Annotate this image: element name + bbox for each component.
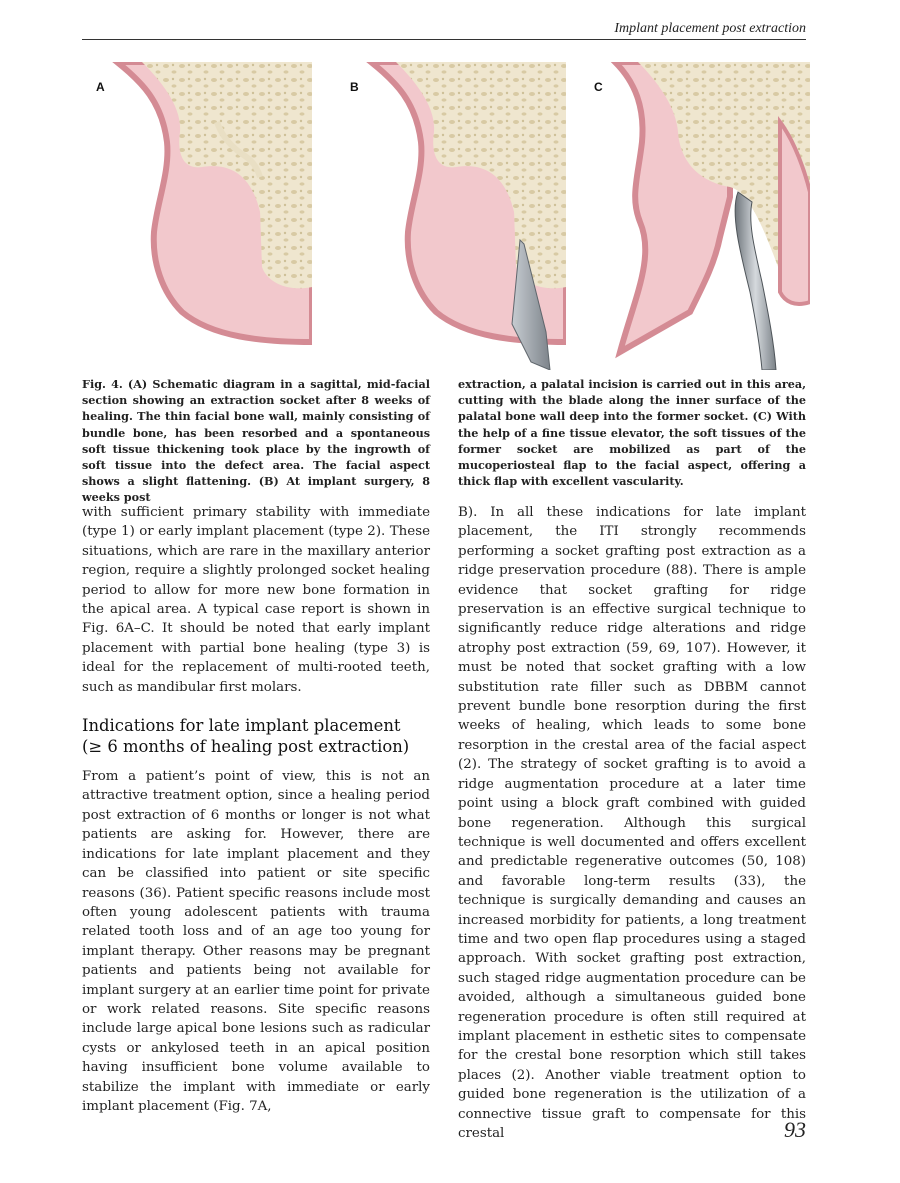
- figure-panel-c: [580, 62, 810, 370]
- figure-panel-b: [336, 62, 566, 370]
- body-paragraph: with sufficient primary stability with immediate (type 1) or early implant placement (type 2). These situations, which are rare in the maxillary anterior region, require a slightly prolonged socket healing period to allow for more new bone formation in the apical area. A typical case report is shown in Fig. 6A–C. It should be noted that early implant placement with partial bone healing (type 3) is ideal for the replacement of multi-rooted teeth, such as mandibular first molars.: [82, 505, 430, 695]
- page-number: 93: [784, 1117, 806, 1142]
- section-heading: [82, 715, 430, 757]
- body-column-left: [82, 503, 430, 1116]
- figure-caption-left: Fig. 4. (A) Schematic diagram in a sagittal, mid-facial section showing an extraction socket after 8 weeks of healing. The thin facial bone wall, mainly consisting of bundle bone, has been resorbed and a spontaneous soft tissue thickening took place by the ingrowth of soft tissue into the defect area. The facial aspect shows a slight flattening. (B) At implant surgery, 8 weeks post: [82, 377, 430, 505]
- body-column-right: [458, 503, 806, 1143]
- figure-4: [0, 62, 900, 370]
- figure-panel-a: [82, 62, 312, 370]
- header-rule: [82, 39, 806, 40]
- panel-label-a: A: [96, 80, 105, 94]
- running-head: Implant placement post extraction: [614, 21, 806, 36]
- section-heading-line-1: Indications for late implant placement: [82, 716, 401, 736]
- panel-label-b: B: [350, 80, 359, 94]
- section-heading-line-2: (≥ 6 months of healing post extraction): [82, 737, 410, 757]
- panel-label-c: C: [594, 80, 603, 94]
- body-paragraph: From a patient’s point of view, this is not an attractive treatment option, since a healing period post extraction of 6 months or longer is not what patients are asking for. However, there are indications for late implant placement and they can be classified into patient or site specific reasons (36). Patient specific reasons include most often young adolescent patients with trauma related tooth loss and of an age too young for implant therapy. Other reasons may be pregnant patients and patients being not available for implant surgery at an earlier time point for private or work related reasons. Site specific reasons include large apical bone lesions such as radicular cysts or ankylosed teeth in an apical position having insufficient bone volume available to stabilize the implant with immediate or early implant placement (Fig. 7A,: [82, 769, 430, 1114]
- figure-caption-right: extraction, a palatal incision is carried out in this area, cutting with the blade along the inner surface of the palatal bone wall deep into the former socket. (C) With the help of a fine tissue elevator, the soft tissues of the former socket are mobilized as part of the mucoperiosteal flap to the facial aspect, offering a thick flap with excellent vascularity.: [458, 377, 806, 489]
- body-paragraph: B). In all these indications for late implant placement, the ITI strongly recommends performing a socket grafting post extraction as a ridge preservation procedure (88). There is ample evidence that socket grafting for ridge preservation is an effective surgical technique to significantly reduce ridge alterations and ridge atrophy post extraction (59, 69, 107). However, it must be noted that socket grafting with a low substitution rate filler such as DBBM cannot prevent bundle bone resorption during the first weeks of healing, which leads to some bone resorption in the crestal area of the facial aspect (2). The strategy of socket grafting is to avoid a ridge augmentation procedure at a later time point using a block graft combined with guided bone regeneration. Although this surgical technique is well documented and offers excellent and predictable regenerative outcomes (50, 108) and favorable long-term results (33), the technique is surgically demanding and causes an increased morbidity for patients, a long treatment time and two open flap procedures using a staged approach. With socket grafting post extraction, such staged ridge augmentation procedure can be avoided, although a simultaneous guided bone regeneration procedure is often still required at implant placement in esthetic sites to compensate for the crestal bone resorption which still takes places (2). Another viable treatment option to guided bone regeneration is the utilization of a connective tissue graft to compensate for this crestal: [458, 505, 806, 1141]
